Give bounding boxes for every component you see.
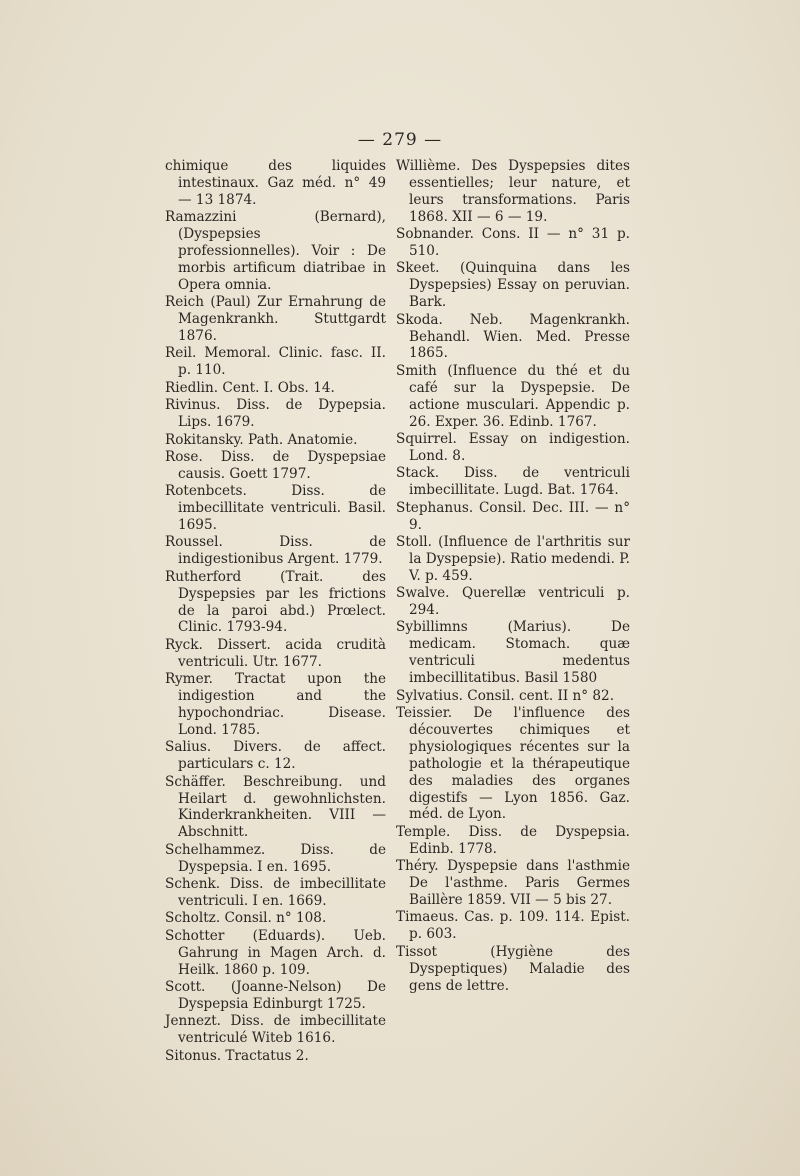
bibliography-entry: Sylvatius. Consil. cent. II n° 82. xyxy=(396,687,615,704)
bibliography-entry: Rivinus. Diss. de Dypepsia. Lips. 1679. xyxy=(165,397,386,431)
bibliography-entry: Rokitansky. Path. Anatomie. xyxy=(165,431,358,448)
bibliography-entry: Théry. Dyspepsie dans l'asthmie De l'asthme. Paris Germes Baillère 1859. VII — 5 bis 27. xyxy=(396,858,630,908)
bibliography-entry: Rymer. Tractat upon the indigestion and the hypochondriac. Disease. Lond. 1785. xyxy=(165,671,386,738)
left-column xyxy=(165,158,386,1065)
bibliography-entry: Schotter (Eduards). Ueb. Gahrung in Magen Arch. d. Heilk. 1860 p. 109. xyxy=(165,927,386,978)
bibliography-entry: Roussel. Diss. de indigestionibus Argent. 1779. xyxy=(165,534,386,568)
bibliography-entry: Schäffer. Beschreibung. und Heilart d. gewohnlichsten. Kinderkrankheiten. VIII — Abschnitt. xyxy=(165,773,386,841)
bibliography-entry: Schelhammez. Diss. de Dyspepsia. I en. 1695. xyxy=(165,841,386,875)
bibliography-entry: Rutherford (Trait. des Dyspepsies par les frictions de la paroi abd.) Prœlect. Clinic. 1793-94. xyxy=(165,568,386,636)
bibliography-entry: Scholtz. Consil. n° 108. xyxy=(165,910,327,927)
bibliography-entry: Teissier. De l'influence des découvertes chimiques et physiologiques récentes sur la pathologie et la thérapeutique des maladies des organes digestifs — Lyon 1856. Gaz. méd. de Lyon. xyxy=(396,705,630,823)
right-column xyxy=(396,158,630,995)
bibliography-entry: Rose. Diss. de Dyspepsiae causis. Goett 1797. xyxy=(165,448,386,482)
bibliography-entry: Riedlin. Cent. I. Obs. 14. xyxy=(165,379,335,396)
bibliography-entry: Rotenbcets. Diss. de imbecillitate ventriculi. Basil. 1695. xyxy=(165,483,386,534)
bibliography-entry: Sitonus. Tractatus 2. xyxy=(165,1047,309,1064)
bibliography-entry: Skoda. Neb. Magenkrankh. Behandl. Wien. Med. Presse 1865. xyxy=(396,311,630,362)
bibliography-entry: Smith (Influence du thé et du café sur la Dyspepsie. De actione musculari. Appendic p. 26. Exper. 36. Edinb. 1767. xyxy=(396,362,630,430)
bibliography-entry: Reich (Paul) Zur Ernahrung de Magenkrankh. Stuttgardt 1876. xyxy=(165,294,386,345)
page-number: — 279 — xyxy=(357,130,443,150)
bibliography-entry: Squirrel. Essay on indigestion. Lond. 8. xyxy=(396,431,630,464)
bibliography-entry: Willième. Des Dyspepsies dites essentielles; leur nature, et leurs transformations. Paris 1868. XII — 6 — 19. xyxy=(396,158,630,225)
bibliography-entry: chimique des liquides intestinaux. Gaz méd. n° 49 — 13 1874. xyxy=(165,158,386,208)
bibliography-entry: Stoll. (Influence de l'arthritis sur la Dyspepsie). Ratio medendi. P. V. p. 459. xyxy=(396,533,630,584)
bibliography-entry: Swalve. Querellæ ventriculi p. 294. xyxy=(396,585,630,619)
bibliography-entry: Schenk. Diss. de imbecillitate ventriculi. I en. 1669. xyxy=(165,876,386,909)
bibliography-entry: Skeet. (Quinquina dans les Dyspepsies) Essay on peruvian. Bark. xyxy=(396,260,630,311)
bibliography-entry: Scott. (Joanne-Nelson) De Dyspepsia Edinburgt 1725. xyxy=(165,979,386,1012)
bibliography-entry: Stack. Diss. de ventriculi imbecillitate. Lugd. Bat. 1764. xyxy=(396,465,630,499)
bibliography-entry: Timaeus. Cas. p. 109. 114. Epist. p. 603. xyxy=(396,909,630,943)
bibliography-entry: Ramazzini (Bernard), (Dyspepsies professionnelles). Voir : De morbis artificum diatribae in Opera omnia. xyxy=(165,209,386,293)
bibliography-entry: Salius. Divers. de affect. particulars c. 12. xyxy=(165,739,386,773)
bibliography-entry: Reil. Memoral. Clinic. fasc. II. p. 110. xyxy=(165,345,386,379)
bibliography-entry: Temple. Diss. de Dyspepsia. Edinb. 1778. xyxy=(396,823,630,857)
bibliography-entry: Stephanus. Consil. Dec. III. — n° 9. xyxy=(396,499,630,533)
bibliography-entry: Sybillimns (Marius). De medicam. Stomach. quæ ventriculi medentus imbecillitatibus. Basil 1580 xyxy=(396,619,630,687)
bibliography-entry: Sobnander. Cons. II — n° 31 p. 510. xyxy=(396,226,630,260)
bibliography-entry: Ryck. Dissert. acida crudità ventriculi. Utr. 1677. xyxy=(165,636,386,670)
bibliography-entry: Tissot (Hygiène des Dyspeptiques) Maladie des gens de lettre. xyxy=(396,943,630,994)
bibliography-entry: Jennezt. Diss. de imbecillitate ventriculé Witeb 1616. xyxy=(165,1013,386,1047)
